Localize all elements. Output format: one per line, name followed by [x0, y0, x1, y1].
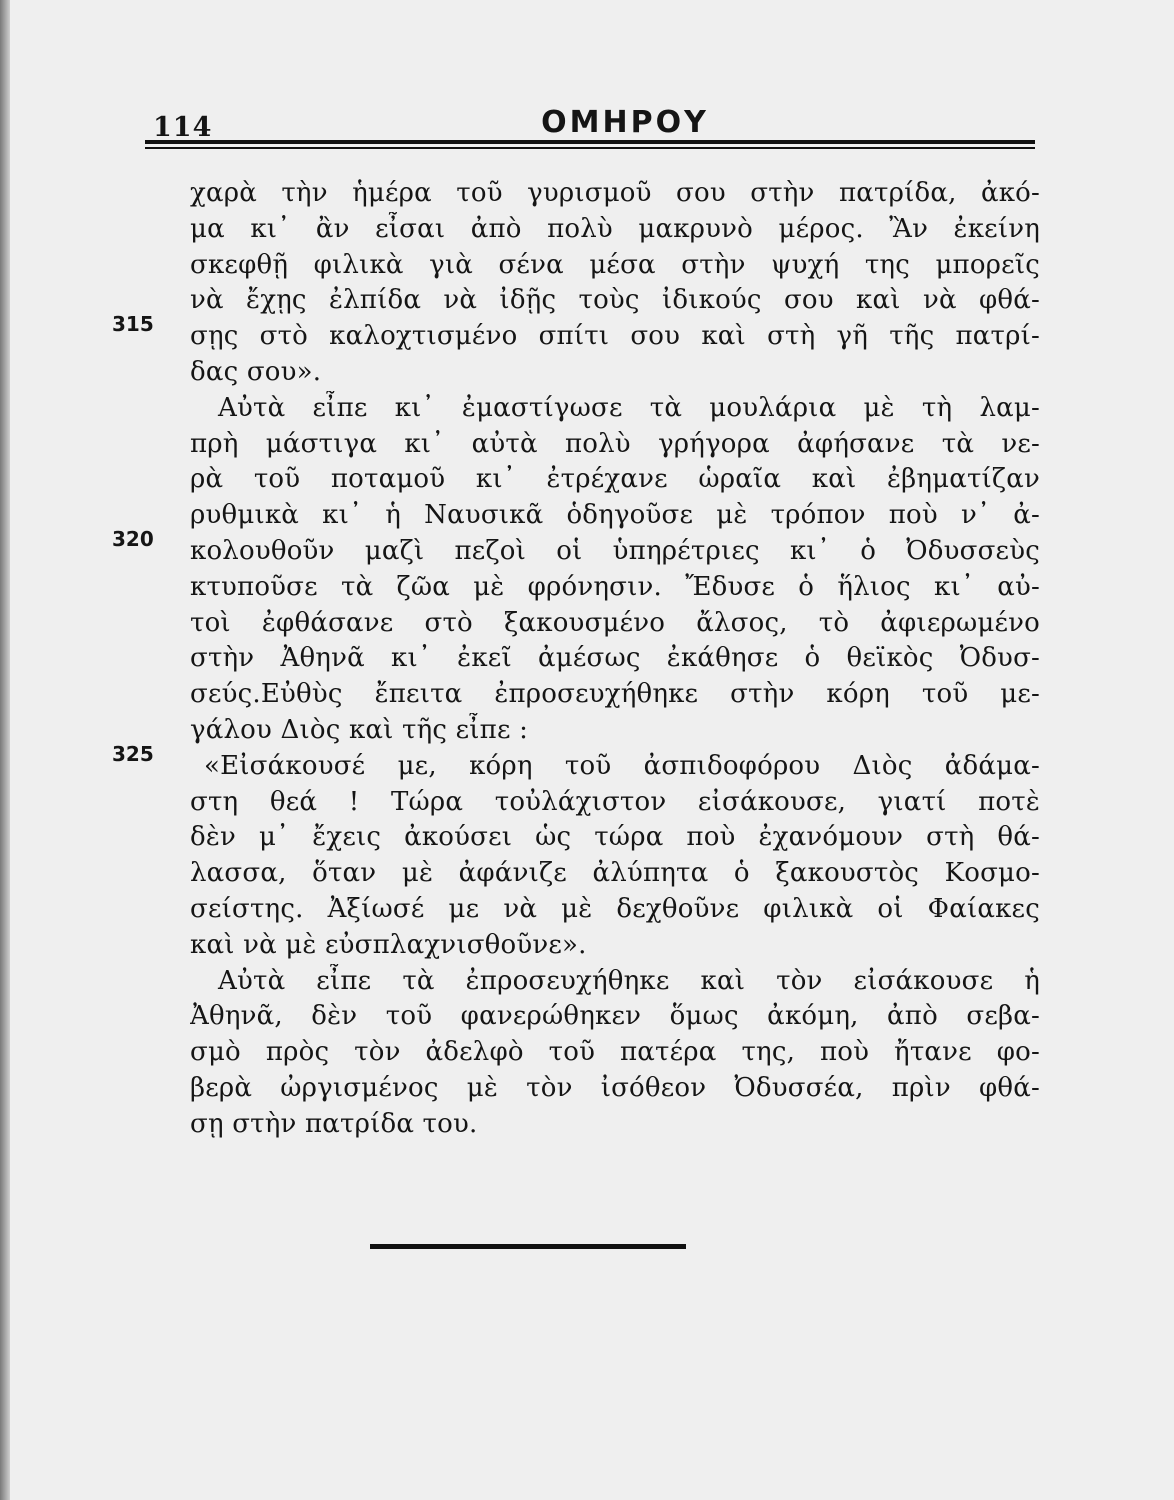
text-line: μα κι᾽ ἂν εἶσαι ἀπὸ πολὺ μακρυνὸ μέρος. Ἂν ἐκείνη	[190, 213, 1040, 244]
body-text	[190, 176, 1040, 1143]
text-line: νὰ ἔχῃς ἐλπίδα νὰ ἰδῇς τοὺς ἰδικούς σου καὶ νὰ φθά-	[190, 285, 1040, 316]
text-line: τοὶ ἐφθάσανε στὸ ξακουσμένο ἄλσος, τὸ ἀφιερωμένο	[190, 607, 1040, 638]
text-line: καὶ νὰ μὲ εὐσπλαχνισθοῦνε».	[190, 929, 587, 960]
text-line: δας σου».	[190, 356, 322, 387]
text-line: χαρὰ τὴν ἡμέρα τοῦ γυρισμοῦ σου στὴν πατρίδα, ἀκό-	[190, 178, 1040, 208]
text-line: στὴν Ἀθηνᾶ κι᾽ ἐκεῖ ἀμέσως ἐκάθησε ὁ θεϊκὸς Ὀδυσ-	[190, 643, 1040, 674]
page-number: 114	[153, 112, 213, 143]
text-line: πρὴ μάστιγα κι᾽ αὐτὰ πολὺ γρήγορα ἀφήσανε τὰ νε-	[190, 428, 1040, 459]
text-line: σκεφθῇ φιλικὰ γιὰ σένα μέσα στὴν ψυχή της μπορεῖς	[190, 249, 1040, 280]
text-line: κολουθοῦν μαζὶ πεζοὶ οἱ ὑπηρέτριες κι᾽ ὁ Ὀδυσσεὺς	[190, 535, 1040, 566]
text-line: γάλου Διὸς καὶ τῆς εἶπε :	[190, 714, 529, 745]
line-number-315: 315	[112, 312, 154, 336]
text-line: κτυποῦσε τὰ ζῶα μὲ φρόνησιν. Ἔδυσε ὁ ἥλιος κι᾽ αὐ-	[190, 571, 1040, 602]
line-number-325: 325	[112, 742, 154, 766]
page-header	[150, 100, 1035, 145]
text-line: σμὸ πρὸς τὸν ἀδελφὸ τοῦ πατέρα της, ποὺ ἤτανε φο-	[190, 1037, 1040, 1068]
running-title: ΟΜΗΡΟΥ	[541, 105, 709, 140]
text-line: Αὐτὰ εἶπε κι᾽ ἐμαστίγωσε τὰ μουλάρια μὲ τὴ λαμ-	[218, 392, 1040, 423]
text-line: «Εἰσάκουσέ με, κόρη τοῦ ἀσπιδοφόρου Διὸς ἀδάμα-	[204, 750, 1040, 781]
line-number-320: 320	[112, 527, 154, 551]
text-line: Αὐτὰ εἶπε τὰ ἐπροσευχήθηκε καὶ τὸν εἰσάκουσε ἡ	[218, 965, 1040, 996]
text-line: σείστης. Ἀξίωσέ με νὰ μὲ δεχθοῦνε φιλικὰ οἱ Φαίακες	[190, 893, 1040, 924]
text-line: στη θεά ! Τώρα τοὐλάχιστον εἰσάκουσε, γιατί ποτὲ	[190, 786, 1040, 817]
text-line: σῃ στὴν πατρίδα του.	[190, 1108, 478, 1139]
text-line: βερὰ ὠργισμένος μὲ τὸν ἰσόθεον Ὀδυσσέα, πρὶν φθά-	[190, 1072, 1040, 1103]
page-edge-shadow	[0, 0, 10, 1500]
end-rule	[370, 1244, 686, 1249]
text-line: ρὰ τοῦ ποταμοῦ κι᾽ ἐτρέχανε ὡραῖα καὶ ἐβηματίζαν	[190, 464, 1040, 495]
text-line: ρυθμικὰ κι᾽ ἡ Ναυσικᾶ ὁδηγοῦσε μὲ τρόπον ποὺ ν᾽ ἀ-	[190, 500, 1040, 531]
text-line: δὲν μ᾽ ἔχεις ἀκούσει ὡς τώρα ποὺ ἐχανόμουν στὴ θά-	[190, 822, 1040, 853]
text-line: Ἀθηνᾶ, δὲν τοῦ φανερώθηκεν ὅμως ἀκόμη, ἀπὸ σεβα-	[190, 1001, 1040, 1032]
text-line: σῃς στὸ καλοχτισμένο σπίτι σου καὶ στὴ γῆ τῆς πατρί-	[190, 321, 1040, 352]
header-rule	[145, 140, 1035, 149]
text-line: λασσα, ὅταν μὲ ἀφάνιζε ἀλύπητα ὁ ξακουστὸς Κοσμο-	[190, 858, 1040, 889]
text-line: σεύς.Εὐθὺς ἔπειτα ἐπροσευχήθηκε στὴν κόρη τοῦ με-	[190, 679, 1040, 710]
